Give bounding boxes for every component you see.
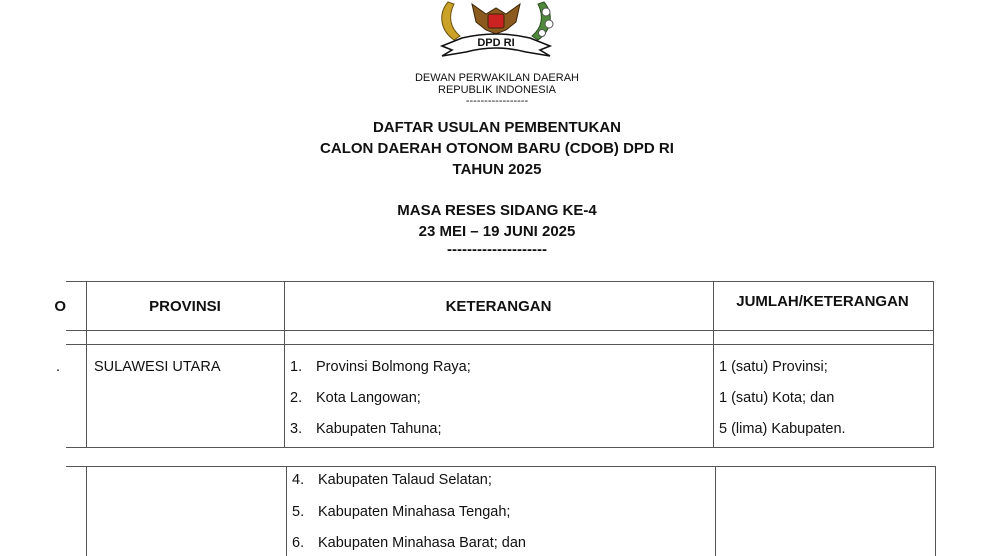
institution-name-line2: REPUBLIK INDONESIA xyxy=(438,84,556,96)
col-header-no: O xyxy=(54,298,66,315)
doc-title-line3: TAHUN 2025 xyxy=(452,161,542,178)
emblem-banner-text: DPD RI xyxy=(477,37,515,49)
list-item: 3. Kabupaten Tahuna; xyxy=(290,421,442,437)
doc-title-line2: CALON DAERAH OTONOM BARU (CDOB) DPD RI xyxy=(320,140,674,157)
cdob-table-continued xyxy=(66,466,936,556)
list-item: 6. Kabupaten Minahasa Barat; dan xyxy=(292,535,526,551)
row1-jumlah-line: 5 (lima) Kabupaten. xyxy=(719,421,846,437)
list-item: 2. Kota Langowan; xyxy=(290,390,421,406)
row1-provinsi: SULAWESI UTARA xyxy=(94,359,221,375)
row1-jumlah-line: 1 (satu) Provinsi; xyxy=(719,359,828,375)
session-title: MASA RESES SIDANG KE-4 xyxy=(397,202,597,219)
doc-title-line1: DAFTAR USULAN PEMBENTUKAN xyxy=(372,119,622,136)
col-header-jumlah: JUMLAH/KETERANGAN xyxy=(736,293,909,310)
row1-no: . xyxy=(56,359,61,375)
header-separator: ----------------- xyxy=(465,95,529,107)
row1-jumlah-line: 1 (satu) Kota; dan xyxy=(719,390,835,406)
session-separator: -------------------- xyxy=(447,241,547,258)
dpd-ri-emblem xyxy=(428,0,564,62)
cdob-table xyxy=(54,281,934,448)
institution-name-line1: DEWAN PERWAKILAN DAERAH xyxy=(414,72,579,84)
session-dates: 23 MEI – 19 JUNI 2025 xyxy=(418,223,576,240)
wheat-wreath-left-icon xyxy=(442,2,460,40)
list-item: 4. Kabupaten Talaud Selatan; xyxy=(292,472,492,488)
col-header-provinsi: PROVINSI xyxy=(149,298,221,315)
col-header-keterangan: KETERANGAN xyxy=(445,298,552,315)
list-item: 1. Provinsi Bolmong Raya; xyxy=(290,359,471,375)
list-item: 5. Kabupaten Minahasa Tengah; xyxy=(292,504,511,520)
